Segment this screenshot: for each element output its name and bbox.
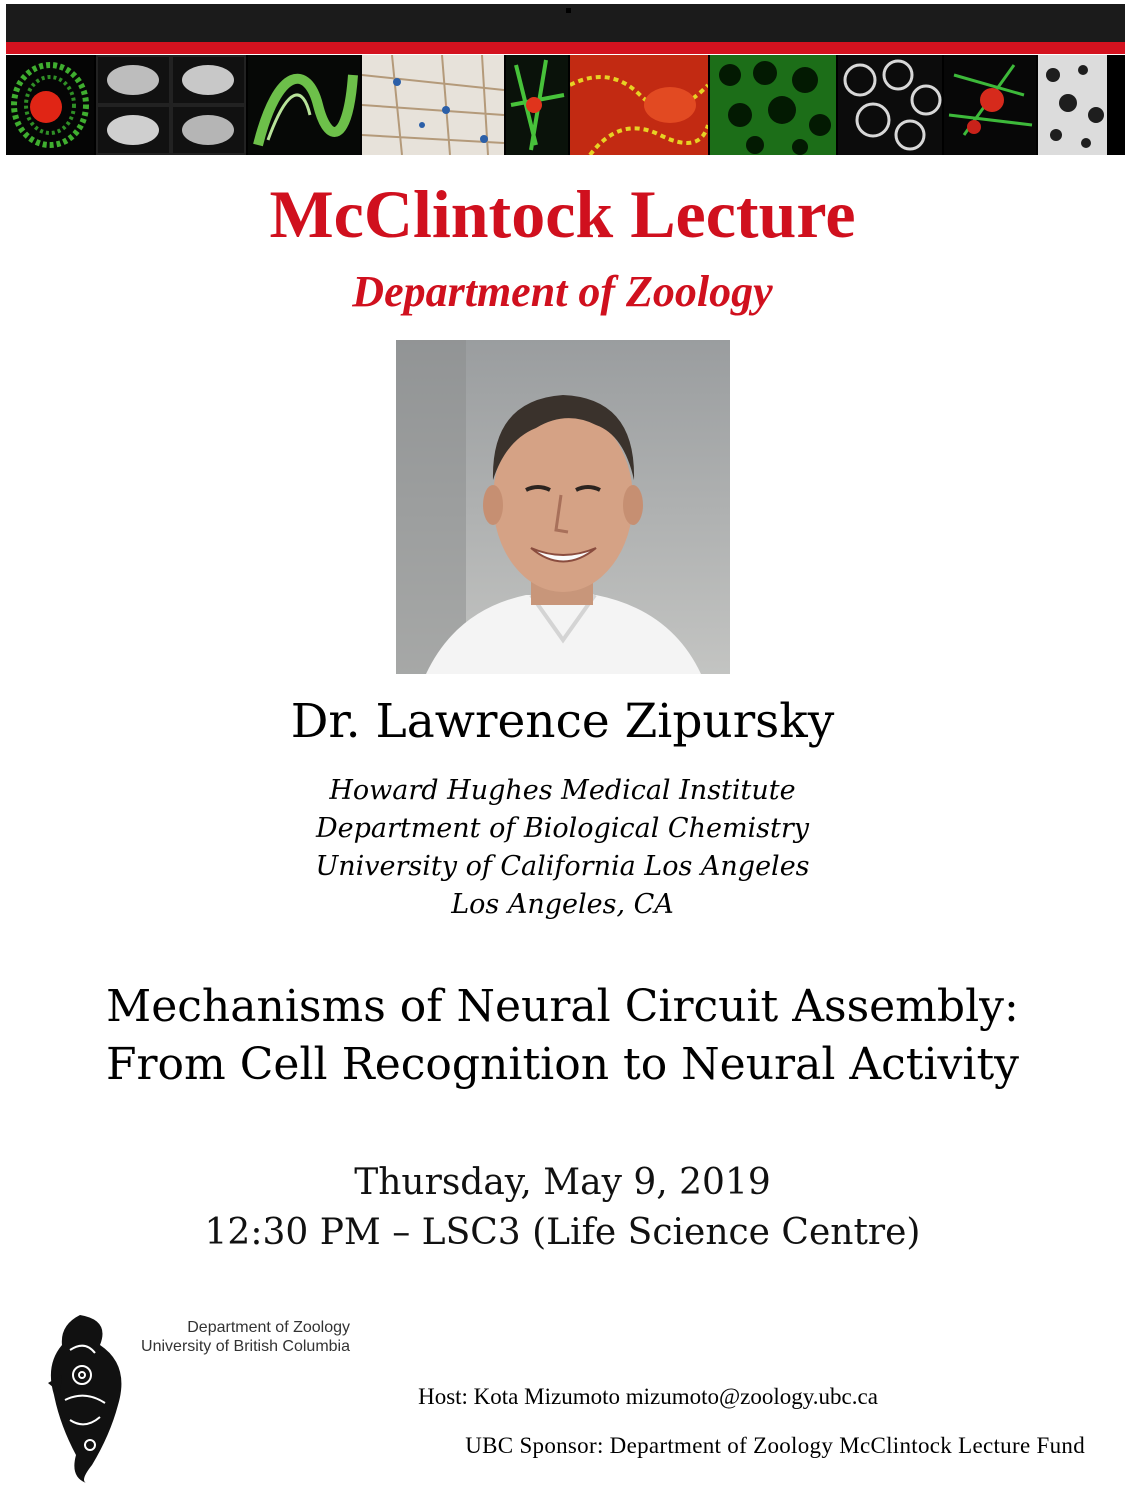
cells-red-icon <box>570 55 708 155</box>
embryo-green-red-icon <box>6 55 94 155</box>
red-accent-bar <box>6 42 1125 54</box>
department-name <box>120 1318 350 1356</box>
host-info: Host: Kota Mizumoto mizumoto@zoology.ubc.ca <box>418 1384 878 1409</box>
speaker-photo <box>396 340 730 674</box>
dept-line-2: University of British Columbia <box>141 1338 350 1355</box>
speaker-name: Dr. Lawrence Zipursky <box>290 694 835 749</box>
top-black-bar <box>6 4 1125 42</box>
affiliation-line: Howard Hughes Medical Institute <box>329 775 796 806</box>
microscopy-banner <box>6 55 1125 155</box>
worm-green-icon <box>248 55 360 155</box>
embryo-grayscale-icon <box>96 55 246 155</box>
network-green-icon <box>710 55 836 155</box>
tissue-blue-icon <box>362 55 504 155</box>
event-time-location: 12:30 PM – LSC3 (Life Science Centre) <box>204 1212 921 1253</box>
cells-green-red-dark-icon <box>944 55 1036 155</box>
affiliation-line: Los Angeles, CA <box>451 889 674 920</box>
cells-gray-icon <box>1038 55 1107 155</box>
affiliation-line: University of California Los Angeles <box>315 851 810 882</box>
lecture-title: McClintock Lecture <box>269 176 856 252</box>
department-subtitle: Department of Zoology <box>352 267 773 316</box>
talk-title-line-1: Mechanisms of Neural Circuit Assembly: <box>106 981 1019 1032</box>
bar-dot <box>566 8 571 13</box>
talk-title-line-2: From Cell Recognition to Neural Activity <box>105 1039 1020 1090</box>
speaker-affiliations <box>0 772 1125 924</box>
network-white-icon <box>838 55 942 155</box>
talk-title <box>0 978 1125 1094</box>
affiliation-line: Department of Biological Chemistry <box>315 813 810 844</box>
sponsor-info: UBC Sponsor: Department of Zoology McClintock Lecture Fund <box>465 1433 1085 1458</box>
event-date: Thursday, May 9, 2019 <box>354 1162 771 1203</box>
cells-green-red-icon <box>506 55 568 155</box>
dept-line-1: Department of Zoology <box>187 1319 350 1336</box>
event-details <box>0 1158 1125 1258</box>
